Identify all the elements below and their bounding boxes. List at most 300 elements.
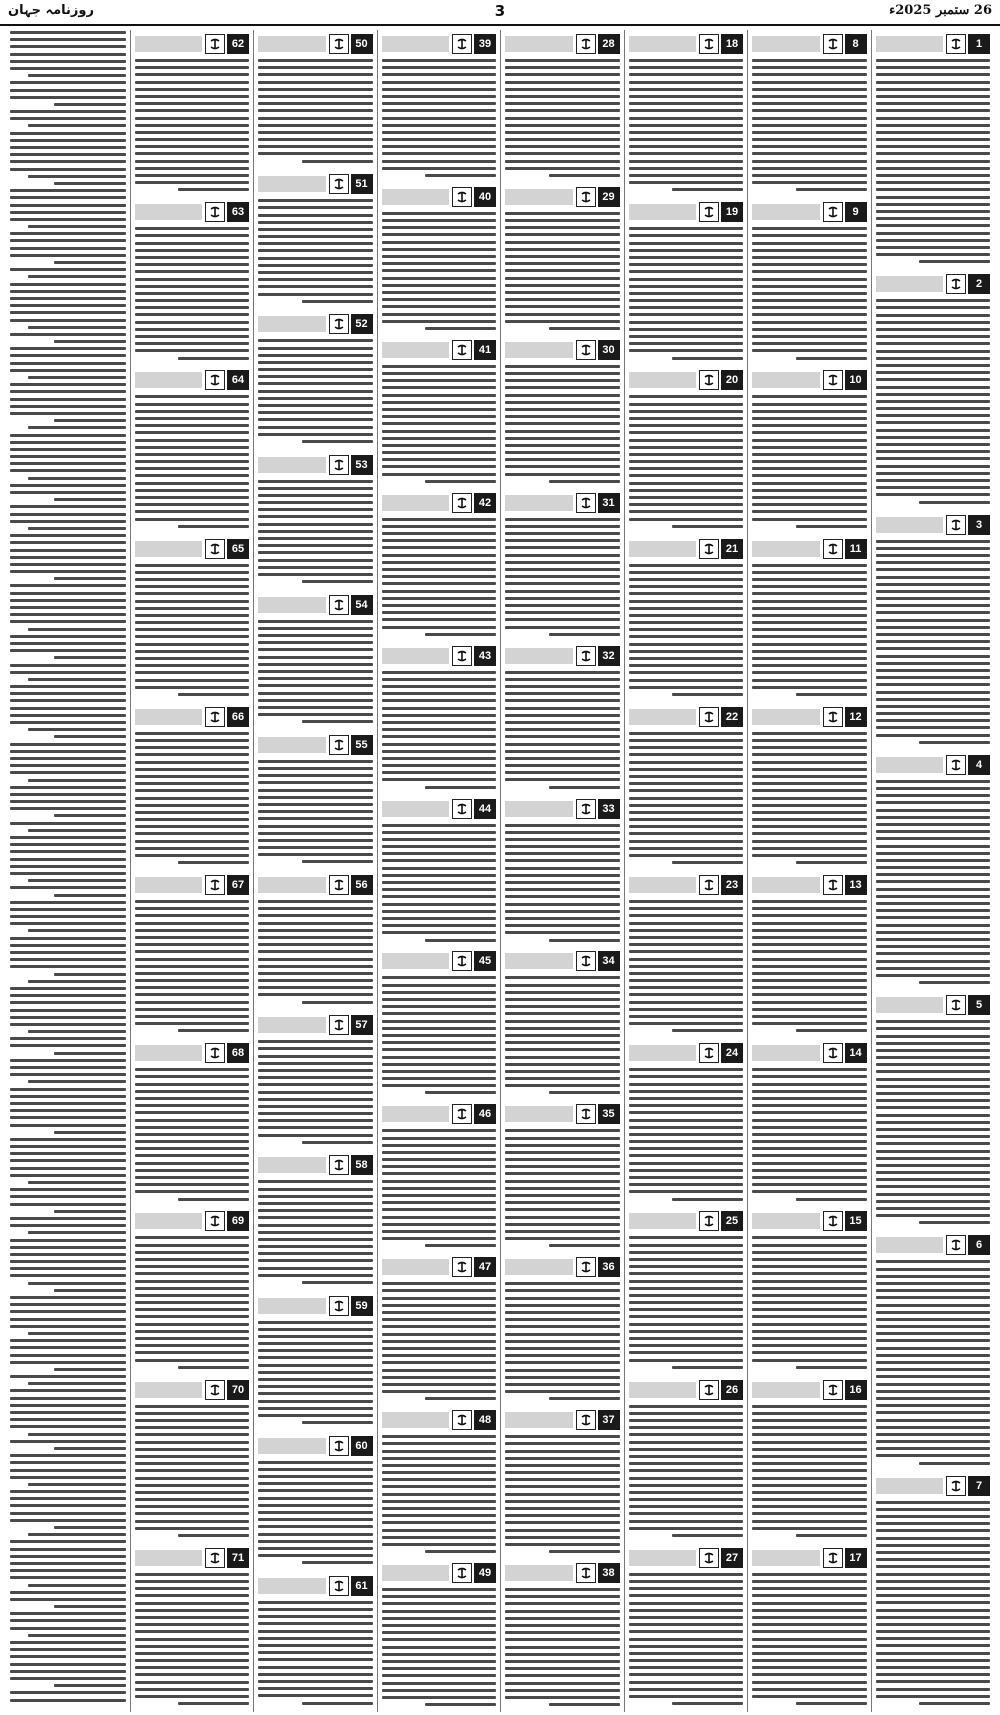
text-line (258, 1202, 373, 1205)
text-line (505, 1457, 620, 1460)
text-line (382, 386, 497, 389)
text-line (876, 974, 991, 977)
text-line (752, 174, 867, 177)
text-line (302, 720, 373, 723)
text-line (752, 109, 867, 112)
text-line (258, 958, 373, 961)
text-line (629, 1419, 744, 1422)
text-line (258, 781, 373, 784)
text-line (382, 1485, 497, 1488)
text-line (876, 1594, 991, 1597)
text-line (10, 836, 126, 839)
text-line (135, 124, 250, 127)
text-line (752, 1609, 867, 1612)
text-line (752, 453, 867, 456)
text-line (258, 397, 373, 400)
text-line (629, 1169, 744, 1172)
text-line (258, 803, 373, 806)
text-line (629, 328, 744, 331)
news-item (258, 451, 373, 591)
text-line (505, 1450, 620, 1453)
text-line (10, 872, 126, 875)
item-number: 35 (598, 1104, 620, 1124)
text-line (796, 1029, 867, 1032)
text-line (135, 321, 250, 324)
text-line (629, 152, 744, 155)
item-number: 34 (598, 951, 620, 971)
text-line (876, 414, 991, 417)
text-line (629, 1609, 744, 1612)
text-line (382, 838, 497, 841)
text-line (629, 503, 744, 506)
text-line (752, 321, 867, 324)
text-line (752, 138, 867, 141)
text-line (28, 1030, 125, 1033)
article-text (258, 58, 373, 170)
text-line (382, 160, 497, 163)
item-header (258, 874, 373, 896)
text-line (629, 840, 744, 843)
text-line (258, 760, 373, 763)
text-line (876, 1332, 991, 1335)
text-line (258, 1356, 373, 1359)
text-line (258, 285, 373, 288)
text-line (752, 1265, 867, 1268)
text-line (752, 1090, 867, 1093)
news-item (382, 30, 497, 183)
text-line (505, 1390, 620, 1393)
text-line (258, 663, 373, 666)
text-line (28, 728, 125, 731)
article-text (752, 58, 867, 198)
text-line (629, 1602, 744, 1605)
text-line (382, 248, 497, 251)
text-line (135, 410, 250, 413)
item-header (258, 1014, 373, 1036)
text-line (258, 979, 373, 982)
text-line (752, 854, 867, 857)
text-line (629, 993, 744, 996)
text-line (549, 1091, 620, 1094)
text-line (752, 1484, 867, 1487)
text-line (258, 88, 373, 91)
text-line (302, 160, 373, 163)
article-text (258, 1039, 373, 1151)
text-line (135, 1405, 250, 1408)
headline-bar (629, 1382, 697, 1398)
text-line (629, 986, 744, 989)
item-number: 56 (351, 875, 373, 895)
text-line (549, 1703, 620, 1706)
text-line (505, 888, 620, 891)
text-line (752, 510, 867, 513)
text-line (10, 1145, 126, 1148)
text-line (629, 160, 744, 163)
text-line (258, 936, 373, 939)
item-header (752, 33, 867, 55)
text-line (876, 400, 991, 403)
text-line (135, 145, 250, 148)
text-line (425, 1703, 496, 1706)
text-line (178, 525, 249, 528)
text-line (258, 900, 373, 903)
text-line (258, 1407, 373, 1410)
text-line (10, 714, 126, 717)
text-line (876, 1587, 991, 1590)
text-line (258, 221, 373, 224)
text-line (382, 313, 497, 316)
text-line (876, 837, 991, 840)
chain-square-icon (823, 539, 843, 559)
text-line (629, 1183, 744, 1186)
item-number: 29 (598, 187, 620, 207)
text-line (876, 1652, 991, 1655)
text-line (135, 797, 250, 800)
text-line (258, 713, 373, 716)
item-header (258, 1575, 373, 1597)
text-line (135, 489, 250, 492)
text-line (382, 117, 497, 120)
item-number: 42 (474, 493, 496, 513)
text-line (382, 917, 497, 920)
text-line (505, 1617, 620, 1620)
text-line (752, 328, 867, 331)
text-line (28, 527, 125, 530)
item-number: 7 (968, 1476, 990, 1496)
text-line (876, 95, 991, 98)
chain-square-icon (946, 34, 966, 54)
text-line (752, 1140, 867, 1143)
text-line (876, 59, 991, 62)
item-header (752, 874, 867, 896)
news-item (505, 489, 620, 642)
text-line (10, 469, 126, 472)
text-line (382, 984, 497, 987)
text-line (135, 621, 250, 624)
text-line (876, 1601, 991, 1604)
news-item (876, 1231, 991, 1471)
headline-bar (382, 648, 450, 664)
text-line (876, 1688, 991, 1691)
text-line (919, 260, 990, 263)
text-line (10, 513, 126, 516)
text-line (505, 707, 620, 710)
text-line (135, 922, 250, 925)
item-header (382, 339, 497, 361)
item-header (505, 1409, 620, 1431)
text-line (135, 1111, 250, 1114)
text-line (258, 1224, 373, 1227)
text-line (425, 633, 496, 636)
text-line (382, 1624, 497, 1627)
text-line (10, 1138, 126, 1141)
chain-square-icon (205, 707, 225, 727)
text-line (876, 429, 991, 432)
text-line (135, 1527, 250, 1530)
article-text (629, 1235, 744, 1375)
item-number: 39 (474, 34, 496, 54)
item-number: 10 (845, 370, 867, 390)
text-line (752, 607, 867, 610)
item-header (258, 33, 373, 55)
item-header (382, 950, 497, 972)
text-line (135, 1652, 250, 1655)
text-line (135, 782, 250, 785)
text-line (258, 1216, 373, 1219)
text-line (876, 787, 991, 790)
text-line (135, 1190, 250, 1193)
text-line (629, 578, 744, 581)
text-line (382, 671, 497, 674)
chain-square-icon (946, 1476, 966, 1496)
text-line (876, 81, 991, 84)
headline-bar (752, 1382, 820, 1398)
text-line (876, 1680, 991, 1683)
text-line (135, 739, 250, 742)
text-line (10, 520, 126, 523)
text-line (629, 797, 744, 800)
text-line (258, 965, 373, 968)
text-line (10, 1548, 126, 1551)
text-line (505, 852, 620, 855)
item-number: 53 (351, 455, 373, 475)
chain-square-icon (576, 799, 596, 819)
text-line (10, 1591, 126, 1594)
text-line (135, 342, 250, 345)
text-line (876, 1325, 991, 1328)
item-header (752, 1042, 867, 1064)
article-text (505, 58, 620, 183)
text-line (135, 403, 250, 406)
headline-bar (258, 597, 326, 613)
news-item (629, 1376, 744, 1544)
text-line (876, 866, 991, 869)
text-line (10, 491, 126, 494)
text-line (752, 621, 867, 624)
news-item (382, 1253, 497, 1406)
text-line (382, 546, 497, 549)
item-header (505, 339, 620, 361)
text-line (672, 693, 743, 696)
text-line (135, 614, 250, 617)
text-line (876, 1128, 991, 1131)
item-header (382, 645, 497, 667)
text-line (629, 403, 744, 406)
text-line (752, 1258, 867, 1261)
text-line (54, 1289, 126, 1292)
item-number: 49 (474, 1563, 496, 1583)
text-line (258, 1349, 373, 1352)
chain-square-icon (329, 1296, 349, 1316)
text-line (135, 986, 250, 989)
text-line (425, 1550, 496, 1553)
text-line (10, 1512, 126, 1515)
text-line (135, 503, 250, 506)
text-line (382, 1063, 497, 1066)
text-line (505, 1012, 620, 1015)
item-header (876, 1475, 991, 1497)
text-line (876, 604, 991, 607)
item-number: 17 (845, 1548, 867, 1568)
text-line (505, 1588, 620, 1591)
text-line (10, 189, 126, 192)
headline-bar (876, 997, 944, 1013)
text-line (629, 1652, 744, 1655)
text-line (505, 1624, 620, 1627)
text-line (258, 1461, 373, 1464)
text-line (505, 269, 620, 272)
text-line (505, 152, 620, 155)
text-line (752, 1666, 867, 1669)
text-line (505, 1180, 620, 1183)
text-line (382, 1696, 497, 1699)
chain-square-icon (576, 187, 596, 207)
text-line (28, 678, 125, 681)
text-line (629, 571, 744, 574)
text-line (382, 895, 497, 898)
text-line (135, 811, 250, 814)
text-line (10, 915, 126, 918)
text-line (876, 450, 991, 453)
text-line (135, 1433, 250, 1436)
item-number: 6 (968, 1235, 990, 1255)
text-line (382, 298, 497, 301)
text-line (752, 739, 867, 742)
text-line (10, 239, 126, 242)
text-line (505, 1383, 620, 1386)
article-text (258, 1460, 373, 1572)
text-line (876, 342, 991, 345)
chain-square-icon (946, 274, 966, 294)
text-line (629, 1001, 744, 1004)
text-line (876, 640, 991, 643)
text-line (876, 691, 991, 694)
text-line (876, 66, 991, 69)
text-line (258, 1062, 373, 1065)
text-line (752, 643, 867, 646)
item-header (382, 1256, 497, 1278)
item-number: 3 (968, 515, 990, 535)
text-line (876, 239, 991, 242)
text-line (135, 775, 250, 778)
text-line (135, 914, 250, 917)
headline-bar (629, 372, 697, 388)
text-line (10, 1224, 126, 1227)
text-line (752, 1491, 867, 1494)
text-line (505, 831, 620, 834)
text-line (135, 929, 250, 932)
chain-square-icon (823, 1380, 843, 1400)
text-line (752, 131, 867, 134)
text-line (752, 1580, 867, 1583)
text-line (135, 1609, 250, 1612)
text-line (505, 1442, 620, 1445)
text-line (10, 117, 126, 120)
news-item (505, 795, 620, 948)
text-line (629, 1659, 744, 1662)
text-line (505, 313, 620, 316)
text-line (876, 1099, 991, 1102)
text-line (28, 980, 125, 983)
text-line (54, 103, 126, 106)
text-line (629, 650, 744, 653)
chain-square-icon (329, 174, 349, 194)
text-line (505, 401, 620, 404)
news-item (752, 1544, 867, 1712)
text-line (258, 117, 373, 120)
text-line (258, 81, 373, 84)
article-text (752, 1572, 867, 1712)
news-item (382, 642, 497, 795)
text-line (258, 1637, 373, 1640)
text-line (135, 395, 250, 398)
text-line (505, 1137, 620, 1140)
text-line (10, 1576, 126, 1579)
text-line (10, 455, 126, 458)
text-line (672, 357, 743, 360)
text-line (629, 628, 744, 631)
text-line (178, 1029, 249, 1032)
article-text (752, 226, 867, 366)
headline-bar (135, 1213, 203, 1229)
text-line (382, 1034, 497, 1037)
text-line (752, 152, 867, 155)
text-line (876, 676, 991, 679)
text-line (10, 1648, 126, 1651)
text-line (752, 1022, 867, 1025)
text-line (135, 117, 250, 120)
text-line (505, 1282, 620, 1285)
news-item (135, 30, 250, 198)
text-line (876, 253, 991, 256)
text-line (135, 818, 250, 821)
text-line (135, 1630, 250, 1633)
text-line (258, 1468, 373, 1471)
text-line (135, 993, 250, 996)
text-line (505, 984, 620, 987)
text-line (54, 1368, 126, 1371)
item-number: 21 (721, 539, 743, 559)
text-line (505, 859, 620, 862)
text-line (629, 1351, 744, 1354)
text-line (258, 508, 373, 511)
text-line (629, 1022, 744, 1025)
text-line (178, 1198, 249, 1201)
text-line (10, 850, 126, 853)
text-line (135, 789, 250, 792)
text-line (258, 641, 373, 644)
article-text (629, 731, 744, 871)
article-text (752, 731, 867, 871)
text-line (752, 313, 867, 316)
text-line (382, 415, 497, 418)
text-line (505, 1077, 620, 1080)
text-line (135, 138, 250, 141)
text-line (54, 814, 126, 817)
text-line (10, 383, 126, 386)
text-line (505, 117, 620, 120)
text-line (258, 1658, 373, 1661)
text-line (505, 764, 620, 767)
text-line (135, 585, 250, 588)
text-line (876, 1085, 991, 1088)
article-text (629, 1572, 744, 1712)
text-line (10, 692, 126, 695)
text-line (135, 249, 250, 252)
item-number: 1 (968, 34, 990, 54)
text-line (752, 1015, 867, 1018)
text-line (876, 633, 991, 636)
